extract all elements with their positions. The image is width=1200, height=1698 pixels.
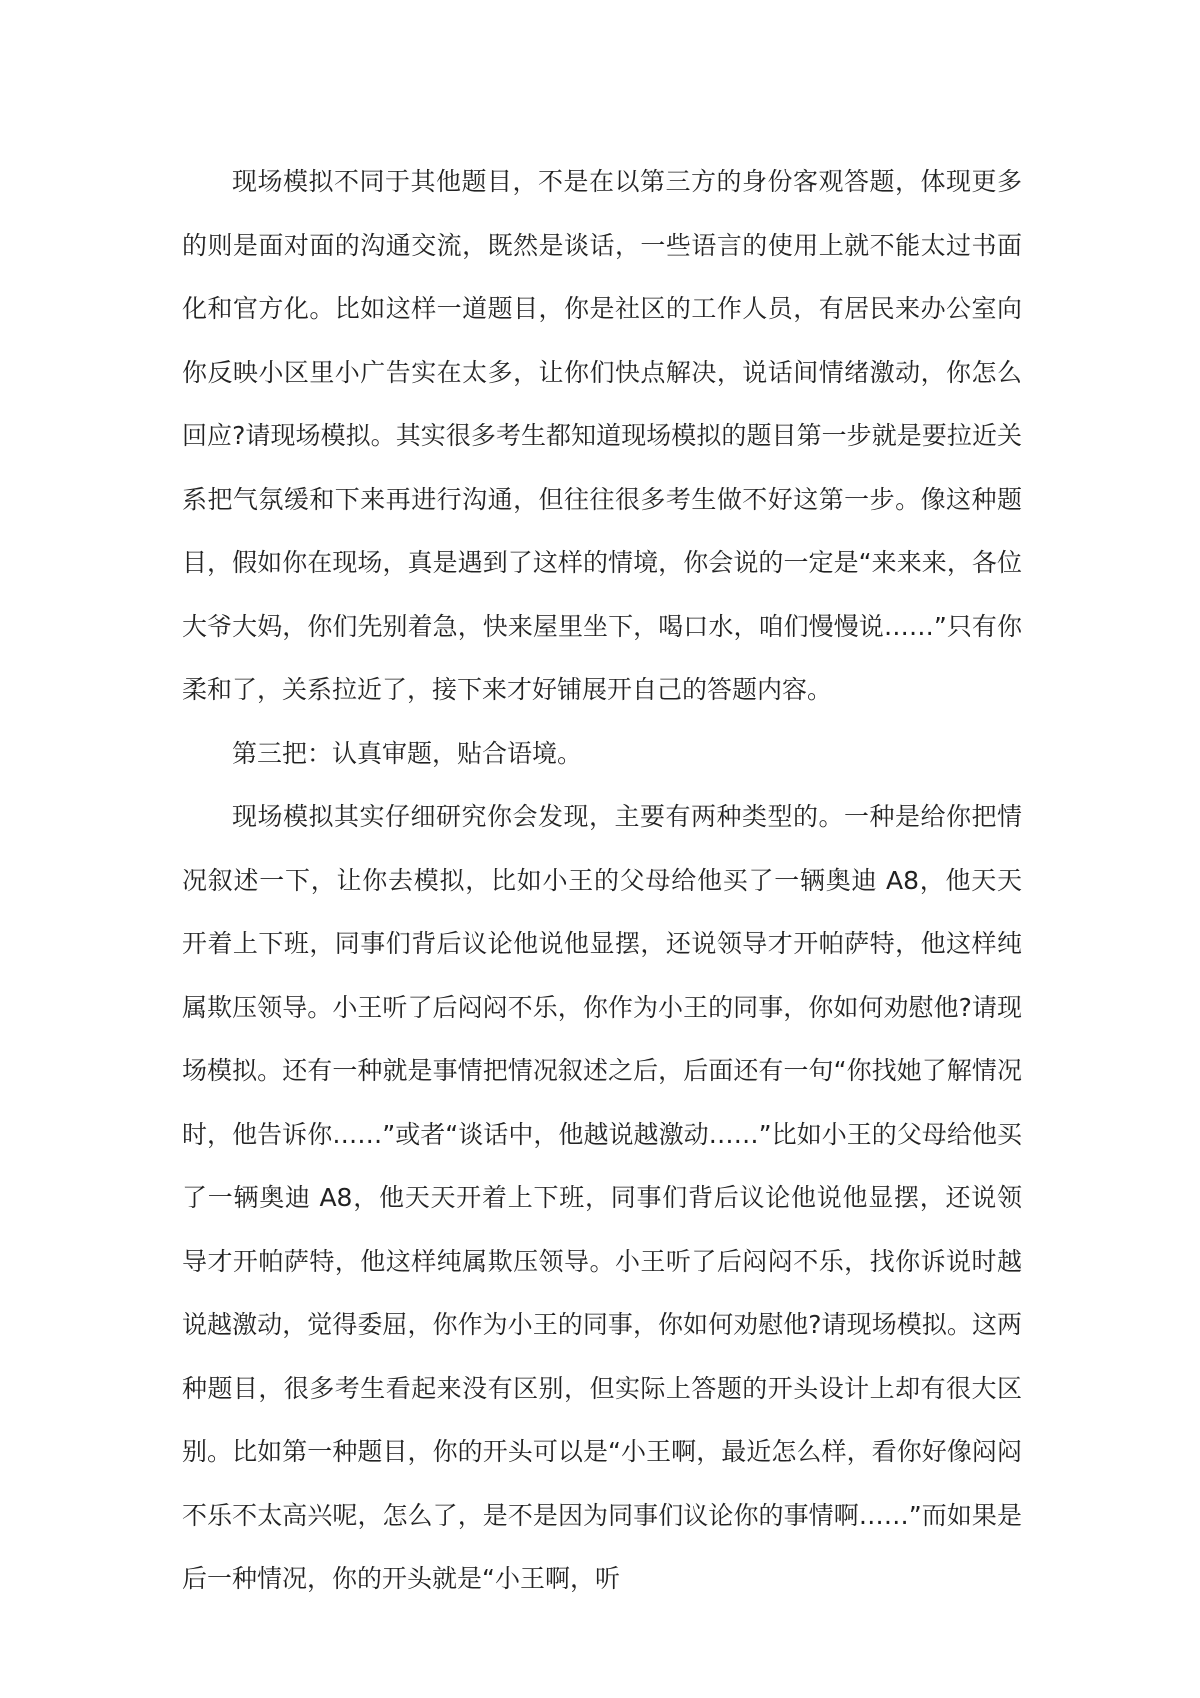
document-body [182,150,1022,1611]
paragraph-two-question-types: 现场模拟其实仔细研究你会发现，主要有两种类型的。一种是给你把情况叙述一下，让你去模拟，比如小王的父母给他买了一辆奥迪 A8，他天天开着上下班，同事们背后议论他说他显摆，还说领导才开帕萨特，他这样纯属欺压领导。小王听了后闷闷不乐，你作为小王的同事，你如何劝慰他?请现场模拟。还有一种就是事情把情况叙述之后，后面还有一句“你找她了解情况时，他告诉你……”或者“谈话中，他越说越激动……”比如小王的父母给他买了一辆奥迪 A8，他天天开着上下班，同事们背后议论他说他显摆，还说领导才开帕萨特，他这样纯属欺压领导。小王听了后闷闷不乐，找你诉说时越说越激动，觉得委屈，你作为小王的同事，你如何劝慰他?请现场模拟。这两种题目，很多考生看起来没有区别，但实际上答题的开头设计上却有很大区别。比如第一种题目，你的开头可以是“小王啊，最近怎么样，看你好像闷闷不乐不太高兴呢，怎么了，是不是因为同事们议论你的事情啊……”而如果是后一种情况，你的开头就是“小王啊，听 [182,802,1022,1593]
paragraph-third-tip-heading: 第三把：认真审题，贴合语境。 [232,738,583,768]
paragraph-scene-simulation-intro: 现场模拟不同于其他题目，不是在以第三方的身份客观答题，体现更多的则是面对面的沟通交流，既然是谈话，一些语言的使用上就不能太过书面化和官方化。比如这样一道题目，你是社区的工作人员，有居民来办公室向你反映小区里小广告实在太多，让你们快点解决，说话间情绪激动，你怎么回应?请现场模拟。其实很多考生都知道现场模拟的题目第一步就是要拉近关系把气氛缓和下来再进行沟通，但往往很多考生做不好这第一步。像这种题目，假如你在现场，真是遇到了这样的情境，你会说的一定是“来来来，各位大爷大妈，你们先别着急，快来屋里坐下，喝口水，咱们慢慢说……”只有你柔和了，关系拉近了，接下来才好铺展开自己的答题内容。 [182,167,1022,704]
